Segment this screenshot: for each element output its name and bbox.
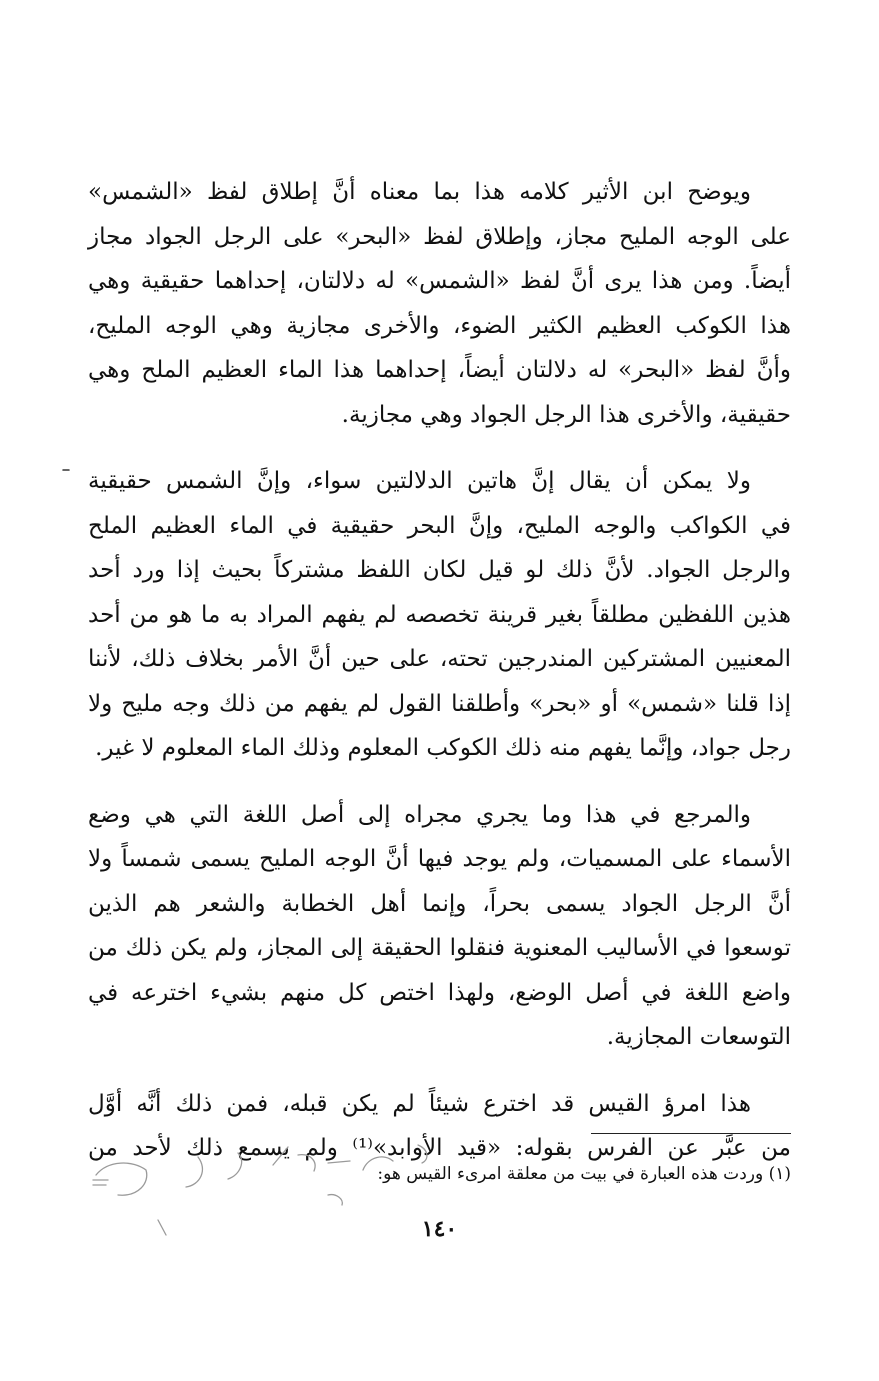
page-number: ١٤٠: [421, 1216, 458, 1242]
paragraph-1: [88, 170, 791, 437]
text-line: رجل جواد، وإنَّما يفهم منه ذلك الكوكب المعلوم وذلك الماء المعلوم لا غير.: [95, 735, 791, 761]
text-line: الأسماء على المسميات، ولم يوجد فيها أنَّ الوجه المليح يسمى شمساً ولا: [88, 846, 791, 872]
text-line: التوسعات المجازية.: [606, 1024, 791, 1050]
text-line: هذا امرؤ القيس قد اخترع شيئاً لم يكن قبله، فمن ذلك أنَّه أوَّل: [88, 1090, 751, 1117]
text-line: على الوجه المليح مجاز، وإطلاق لفظ «البحر» على الرجل الجواد مجاز: [88, 223, 791, 250]
text-line: أيضاً. ومن هذا يرى أنَّ لفظ «الشمس» له دلالتان، إحداهما حقيقية وهي: [88, 268, 791, 294]
margin-dot-mark: [62, 458, 70, 477]
text-line: وأنَّ لفظ «البحر» له دلالتان أيضاً، إحداهما هذا الماء العظيم الملح وهي: [88, 357, 791, 383]
text-line: في الكواكب والوجه المليح، وإنَّ البحر حقيقية في الماء العظيم الملح: [88, 512, 791, 539]
text-line: من عبَّر عن الفرس بقوله: «قيد الأوابد»⁽¹⁾ ولم يسمع ذلك لأحد من: [88, 1135, 791, 1161]
text-line: هذين اللفظين مطلقاً بغير قرينة تخصصه لم يفهم المراد به ما هو من أحد: [88, 601, 791, 628]
text-line: ولا يمكن أن يقال إنَّ هاتين الدلالتين سواء، وإنَّ الشمس حقيقية: [88, 468, 751, 494]
text-line: ويوضح ابن الأثير كلامه هذا بما معناه أنَّ إطلاق لفظ «الشمس»: [88, 179, 751, 205]
text-line: والرجل الجواد. لأنَّ ذلك لو قيل لكان اللفظ مشتركاً بحيث إذا ورد أحد: [88, 557, 791, 583]
text-line: توسعوا في الأساليب المعنوية فنقلوا الحقيقة إلى المجاز، ولم يكن ذلك من: [88, 935, 791, 961]
body-text: [88, 170, 791, 1193]
text-line: أنَّ الرجل الجواد يسمى بحراً، وإنما أهل الخطابة والشعر هم الذين: [88, 890, 791, 917]
text-line: والمرجع في هذا وما يجري مجراه إلى أصل اللغة التي هي وضع: [88, 801, 751, 828]
paragraph-2: [88, 459, 791, 771]
text-line: حقيقية، والأخرى هذا الرجل الجواد وهي مجازية.: [341, 401, 791, 428]
text-line: واضع اللغة في أصل الوضع، ولهذا اختص كل منهم بشيء اخترعه في: [88, 979, 791, 1006]
text-line: هذا الكوكب العظيم الكثير الضوء، والأخرى مجازية وهي الوجه المليح،: [88, 312, 791, 339]
paragraph-3: [88, 793, 791, 1060]
text-line: إذا قلنا «شمس» أو «بحر» وأطلقنا القول لم يفهم من ذلك وجه مليح ولا: [88, 690, 791, 717]
footnote-divider: [591, 1133, 791, 1134]
text-line: المعنيين المشتركين المندرجين تحته، على حين أنَّ الأمر بخلاف ذلك، لأننا: [88, 646, 791, 672]
footnote: (١) وردت هذه العبارة في بيت من معلقة امرىء القيس هو:: [377, 1164, 791, 1184]
